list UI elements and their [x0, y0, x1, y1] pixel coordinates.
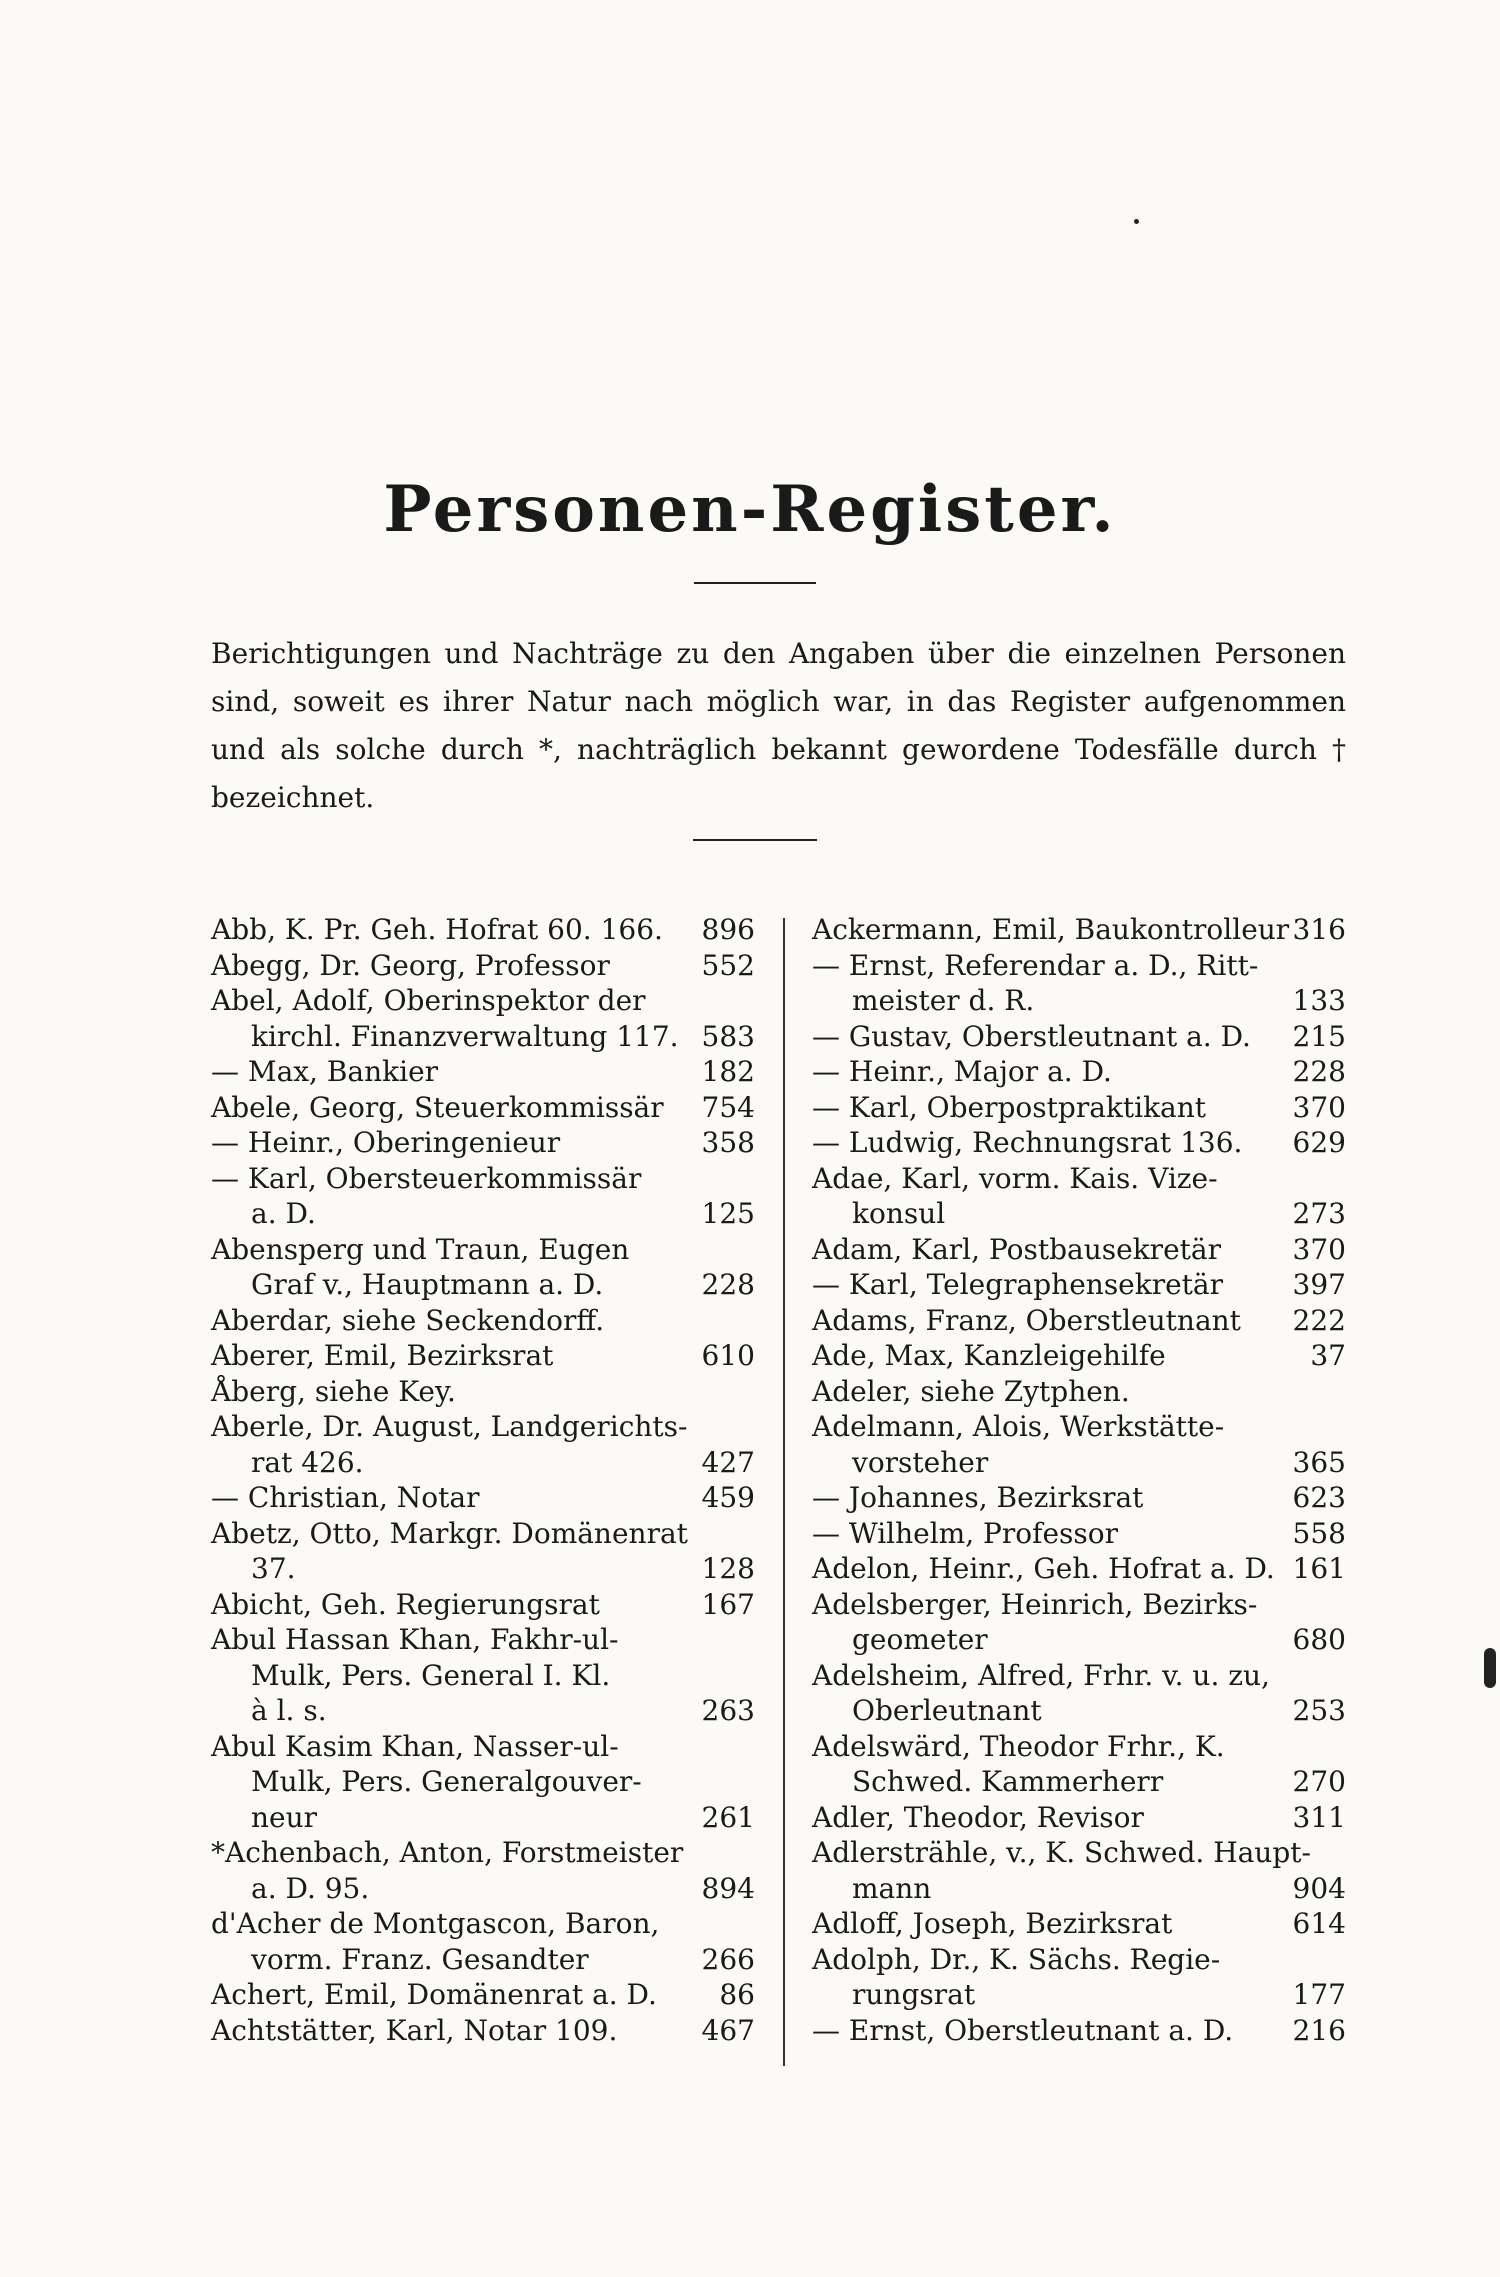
- register-entry: [211, 1587, 755, 1623]
- entry-text-line: Abel, Adolf, Oberinspektor der: [211, 984, 646, 1017]
- register-entry: [211, 1977, 755, 2013]
- entry-text-line: d'Acher de Montgascon, Baron,: [211, 1907, 660, 1940]
- register-entry: [812, 1232, 1346, 1268]
- register-entry: [812, 1587, 1346, 1658]
- entry-text-line: — Karl, Obersteuerkommissär: [211, 1161, 642, 1195]
- entry-text-line: konsul 273: [852, 1197, 1346, 1230]
- entry-text-line: — Ernst, Referendar a. D., Ritt-: [812, 948, 1259, 982]
- entry-text-line: Adelsberger, Heinrich, Bezirks-: [812, 1587, 1258, 1621]
- register-column-right: [812, 912, 1346, 2048]
- entry-text-line: Adolph, Dr., K. Sächs. Regie-: [812, 1942, 1221, 1976]
- entry-page-number: 896: [701, 913, 755, 946]
- entry-page-number: 133: [1292, 984, 1346, 1017]
- entry-page-number: 270: [1292, 1765, 1346, 1798]
- register-entry: [211, 2013, 755, 2049]
- entry-text-line: Aberle, Dr. August, Landgerichts-: [211, 1410, 688, 1443]
- register-entry: [812, 1303, 1346, 1339]
- entry-text-line: Aberer, Emil, Bezirksrat 610: [211, 1339, 755, 1372]
- register-entry: [812, 1516, 1346, 1552]
- register-entry: [211, 1303, 755, 1339]
- entry-text-line: mann 904: [852, 1871, 1346, 1905]
- entry-text-line: Abetz, Otto, Markgr. Domänenrat: [211, 1516, 688, 1550]
- entry-page-number: 182: [701, 1055, 755, 1088]
- entry-text-line: meister d. R. 133: [852, 984, 1346, 1017]
- register-entry: [812, 1800, 1346, 1836]
- register-entry: [211, 1622, 755, 1729]
- entry-text-line: a. D. 125: [251, 1197, 755, 1230]
- entry-text-line: Ackermann, Emil, Baukontrolleur 316: [812, 913, 1346, 946]
- register-entry: [211, 912, 755, 948]
- register-entry: [812, 2013, 1346, 2049]
- register-entry: [211, 1516, 755, 1587]
- entry-text-line: — Christian, Notar 459: [211, 1481, 755, 1514]
- entry-text-line: Aberdar, siehe Seckendorff.: [211, 1303, 605, 1337]
- entry-page-number: 427: [701, 1445, 755, 1479]
- entry-text-line: Adlersträhle, v., K. Schwed. Haupt-: [812, 1836, 1311, 1869]
- entry-page-number: 467: [701, 2013, 755, 2047]
- register-entry: [211, 948, 755, 984]
- entry-page-number: 629: [1292, 1126, 1346, 1159]
- entry-text-line: *Achenbach, Anton, Forstmeister: [211, 1836, 684, 1869]
- entry-text-line: — Karl, Telegraphensekretär 397: [812, 1268, 1346, 1301]
- register-entry: [211, 1480, 755, 1516]
- register-entry: [211, 1409, 755, 1480]
- entry-text-line: kirchl. Finanzverwaltung 117. 583: [251, 1019, 755, 1053]
- entry-page-number: 365: [1292, 1445, 1346, 1479]
- entry-text-line: Oberleutnant 253: [852, 1694, 1346, 1727]
- register-entry: [211, 1835, 755, 1906]
- entry-page-number: 311: [1292, 1800, 1346, 1834]
- entry-text-line: Ade, Max, Kanzleigehilfe 37: [812, 1339, 1346, 1372]
- entry-page-number: 316: [1292, 913, 1346, 946]
- register-entry: [812, 1409, 1346, 1480]
- register-entry: [812, 1338, 1346, 1374]
- register-entry: [812, 1090, 1346, 1126]
- entry-text-line: — Gustav, Oberstleutnant a. D. 215: [812, 1019, 1346, 1053]
- register-entry: [211, 1729, 755, 1836]
- entry-text-line: Adler, Theodor, Revisor 311: [812, 1800, 1346, 1834]
- entry-text-line: Graf v., Hauptmann a. D. 228: [251, 1268, 755, 1301]
- intro-rule: [693, 839, 817, 841]
- entry-page-number: 370: [1292, 1090, 1346, 1124]
- entry-text-line: 37. 128: [251, 1552, 755, 1585]
- entry-page-number: 128: [701, 1552, 755, 1585]
- register-entry: [812, 912, 1346, 948]
- entry-text-line: Adelswärd, Theodor Frhr., K.: [812, 1729, 1225, 1763]
- entry-text-line: rungsrat 177: [852, 1978, 1346, 2011]
- entry-text-line: à l. s. 263: [251, 1694, 755, 1727]
- entry-page-number: 583: [701, 1019, 755, 1053]
- entry-page-number: 37: [1310, 1339, 1346, 1372]
- register-entry: [812, 1374, 1346, 1410]
- entry-text-line: — Karl, Oberpostpraktikant 370: [812, 1090, 1346, 1124]
- entry-page-number: 167: [701, 1587, 755, 1621]
- entry-text-line: Abele, Georg, Steuerkommissär 754: [211, 1090, 755, 1124]
- entry-text-line: Abb, K. Pr. Geh. Hofrat 60. 166. 896: [211, 913, 755, 946]
- entry-text-line: Schwed. Kammerherr 270: [852, 1765, 1346, 1798]
- entry-text-line: Adae, Karl, vorm. Kais. Vize-: [812, 1161, 1218, 1195]
- entry-text-line: Mulk, Pers. Generalgouver-: [251, 1765, 642, 1798]
- entry-text-line: rat 426. 427: [251, 1445, 755, 1479]
- entry-page-number: 215: [1292, 1019, 1346, 1053]
- entry-page-number: 552: [701, 948, 755, 982]
- entry-text-line: — Ernst, Oberstleutnant a. D. 216: [812, 2013, 1346, 2047]
- entry-text-line: Achtstätter, Karl, Notar 109. 467: [211, 2013, 755, 2047]
- entry-text-line: Mulk, Pers. General I. Kl.: [251, 1658, 611, 1692]
- entry-page-number: 273: [1292, 1197, 1346, 1230]
- entry-page-number: 261: [701, 1800, 755, 1834]
- entry-page-number: 397: [1292, 1268, 1346, 1301]
- entry-page-number: 216: [1292, 2013, 1346, 2047]
- register-entry: [211, 1906, 755, 1977]
- title-rule: [694, 582, 816, 584]
- entry-page-number: 266: [701, 1942, 755, 1976]
- entry-page-number: 610: [701, 1339, 755, 1372]
- entry-text-line: Abul Kasim Khan, Nasser-ul-: [211, 1729, 619, 1763]
- entry-text-line: — Ludwig, Rechnungsrat 136. 629: [812, 1126, 1346, 1159]
- entry-text-line: a. D. 95. 894: [251, 1871, 755, 1905]
- register-entry: [211, 1054, 755, 1090]
- entry-page-number: 177: [1292, 1978, 1346, 2011]
- entry-page-number: 161: [1292, 1552, 1346, 1585]
- entry-text-line: neur 261: [251, 1800, 755, 1834]
- entry-page-number: 370: [1292, 1232, 1346, 1266]
- entry-page-number: 459: [701, 1481, 755, 1514]
- register-entry: [812, 1835, 1346, 1906]
- entry-text-line: Abensperg und Traun, Eugen: [211, 1232, 630, 1266]
- register-entry: [812, 1054, 1346, 1090]
- register-entry: [211, 1125, 755, 1161]
- entry-page-number: 894: [701, 1871, 755, 1905]
- register-entry: [812, 1551, 1346, 1587]
- entry-text-line: Adelmann, Alois, Werkstätte-: [812, 1410, 1225, 1443]
- entry-text-line: Achert, Emil, Domänenrat a. D. 86: [211, 1978, 755, 2011]
- entry-text-line: vorm. Franz. Gesandter 266: [251, 1942, 755, 1976]
- register-entry: [812, 1125, 1346, 1161]
- register-column-left: [211, 912, 755, 2048]
- register-entry: [812, 1729, 1346, 1800]
- entry-page-number: 614: [1292, 1907, 1346, 1940]
- entry-page-number: 358: [701, 1126, 755, 1159]
- register-entry: [812, 1906, 1346, 1942]
- margin-mark: [1484, 1648, 1496, 1688]
- register-entry: [211, 983, 755, 1054]
- register-entry: [812, 948, 1346, 1019]
- entry-page-number: 904: [1292, 1871, 1346, 1905]
- entry-page-number: 228: [701, 1268, 755, 1301]
- entry-text-line: Adelon, Heinr., Geh. Hofrat a. D. 161: [812, 1552, 1346, 1585]
- entry-text-line: Adelsheim, Alfred, Frhr. v. u. zu,: [812, 1658, 1270, 1692]
- entry-text-line: — Heinr., Oberingenieur 358: [211, 1126, 755, 1159]
- entry-text-line: Adeler, siehe Zytphen.: [812, 1374, 1130, 1408]
- register-entry: [812, 1658, 1346, 1729]
- entry-text-line: Abicht, Geh. Regierungsrat 167: [211, 1587, 755, 1621]
- entry-text-line: — Heinr., Major a. D. 228: [812, 1055, 1346, 1088]
- entry-page-number: 222: [1292, 1303, 1346, 1337]
- entry-text-line: Adloff, Joseph, Bezirksrat 614: [812, 1907, 1346, 1940]
- register-entry: [812, 1480, 1346, 1516]
- entry-page-number: 623: [1292, 1481, 1346, 1514]
- entry-page-number: 754: [701, 1090, 755, 1124]
- register-entry: [211, 1374, 755, 1410]
- intro-paragraph: Berichtigungen und Nachträge zu den Angaben über die einzelnen Personen sind, soweit es ihrer Natur nach möglich war, in das Register aufgenommen und als solche durch *, nachträglich bekannt gewordene Todesfälle durch † bezeichnet.: [211, 637, 1346, 814]
- register-entry: [812, 1019, 1346, 1055]
- entry-page-number: 680: [1292, 1623, 1346, 1656]
- register-entry: [812, 1942, 1346, 2013]
- register-entry: [211, 1090, 755, 1126]
- register-entry: [812, 1267, 1346, 1303]
- register-entry: [812, 1161, 1346, 1232]
- entry-page-number: 86: [719, 1978, 755, 2011]
- entry-text-line: vorsteher 365: [852, 1445, 1346, 1479]
- entry-text-line: — Max, Bankier 182: [211, 1055, 755, 1088]
- entry-text-line: — Johannes, Bezirksrat 623: [812, 1481, 1346, 1514]
- speck-mark: [1134, 219, 1139, 224]
- register-entry: [211, 1338, 755, 1374]
- register-entry: [211, 1161, 755, 1232]
- entry-text-line: Åberg, siehe Key.: [211, 1374, 456, 1408]
- entry-text-line: — Wilhelm, Professor 558: [812, 1516, 1346, 1550]
- entry-text-line: Adam, Karl, Postbausekretär 370: [812, 1232, 1346, 1266]
- entry-page-number: 228: [1292, 1055, 1346, 1088]
- entry-page-number: 263: [701, 1694, 755, 1727]
- column-divider: [783, 918, 785, 2066]
- entry-text-line: Adams, Franz, Oberstleutnant 222: [812, 1303, 1346, 1337]
- entry-text-line: Abul Hassan Khan, Fakhr-ul-: [211, 1623, 619, 1656]
- entry-text-line: geometer 680: [852, 1623, 1346, 1656]
- entry-text-line: Abegg, Dr. Georg, Professor 552: [211, 948, 755, 982]
- entry-page-number: 558: [1292, 1516, 1346, 1550]
- entry-page-number: 125: [701, 1197, 755, 1230]
- page-title: Personen-Register.: [383, 472, 1117, 547]
- register-entry: [211, 1232, 755, 1303]
- entry-page-number: 253: [1292, 1694, 1346, 1727]
